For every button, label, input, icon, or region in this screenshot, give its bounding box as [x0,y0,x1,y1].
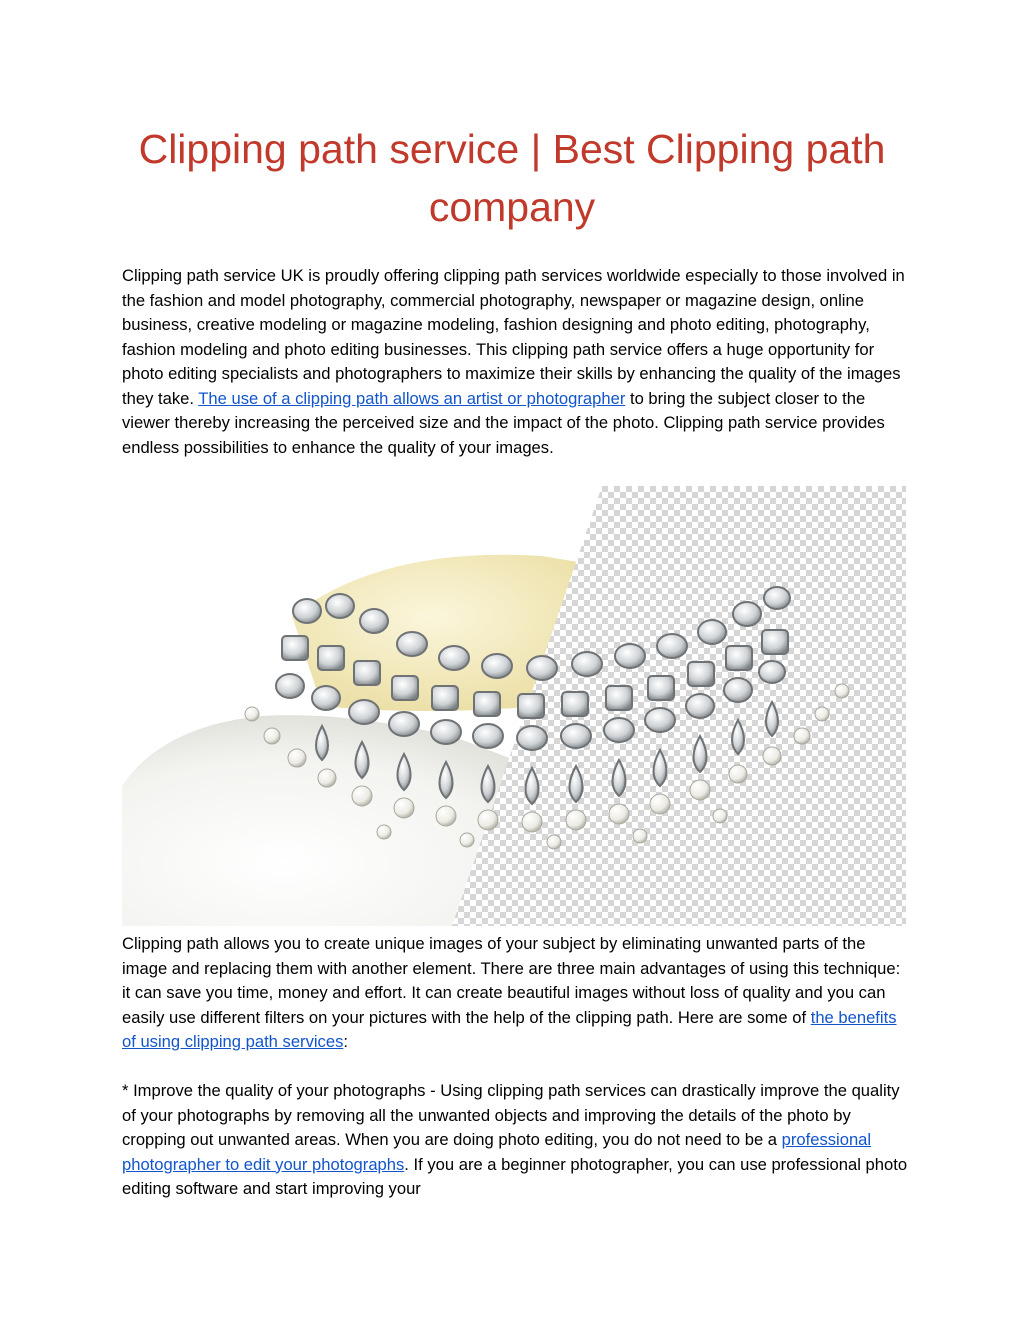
benefits-text-before-link: Clipping path allows you to create unique images of your subject by eliminating unwanted parts of the image and replacing them with another element. There are three main advantages of using this technique: it can save you time, money and effort. It can create beautiful images without loss of quality and you can easily use different filters on your pictures with the help of the clipping path. Here are some of [122,934,901,1027]
professional-photographer-link[interactable]: professional photographer to edit your photographs [122,1130,872,1174]
intro-text-before-link: Clipping path service UK is proudly offering clipping path services worldwide especially to those involved in the fashion and model photography, commercial photography, newspaper or magazine design, online business, creative modeling or magazine modeling, fashion designing and photo editing, photography, fashion modeling and photo editing businesses. This clipping path service offers a huge opportunity for photo editing specialists and photographers to maximize their skills by enhancing the quality of the images they take. [122,266,905,408]
benefits-of-clipping-path-link[interactable]: the benefits of using clipping path services [122,1007,897,1051]
improve-text-after-link: . If you are a beginner photographer, you can use professional photo editing software and start improving your [122,1154,908,1198]
intro-text-after-link: to bring the subject closer to the viewer thereby increasing the perceived size and the impact of the photo. Clipping path service provides endless possibilities to enhance the quality of your images. [122,388,885,457]
benefits-text-after-link: : [343,1032,348,1051]
necklace-before-after-image [122,486,906,926]
improve-quality-paragraph [122,1079,912,1202]
clipping-path-artist-link[interactable]: The use of a clipping path allows an artist or photographer [198,388,626,408]
intro-paragraph [122,264,912,460]
improve-text-before-link: * Improve the quality of your photographs - Using clipping path services can drastically improve the quality of your photographs by removing all the unwanted objects and improving the details of the photo by cropping out unwanted areas. When you are doing photo editing, you do not need to be a [122,1081,900,1149]
page-title: Clipping path service | Best Clipping path company [138,126,886,230]
benefits-intro-paragraph [122,932,912,1055]
